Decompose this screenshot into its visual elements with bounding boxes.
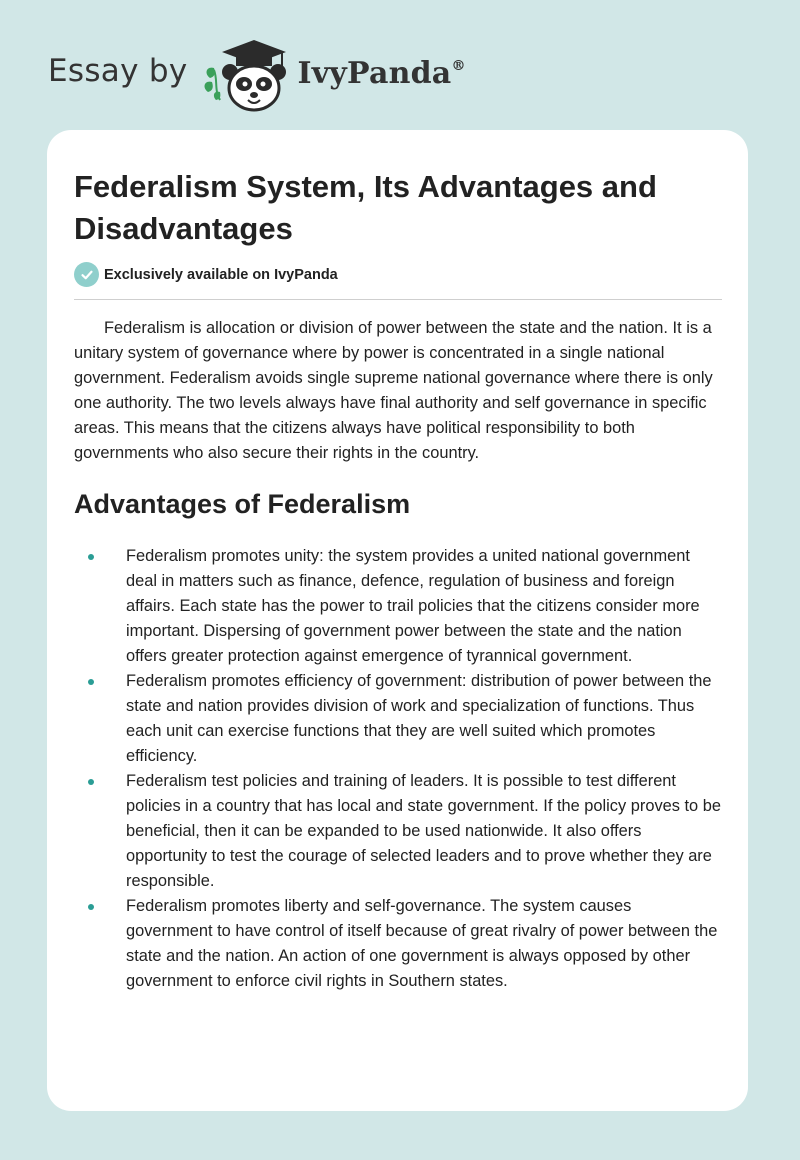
- registered-mark: ®: [451, 57, 466, 74]
- bullet-icon: [88, 779, 94, 785]
- advantages-list: [74, 544, 722, 994]
- list-item: [74, 669, 722, 769]
- list-item: [74, 544, 722, 669]
- essay-by-label: Essay by: [48, 53, 188, 89]
- list-item-text: Federalism promotes efficiency of government: distribution of power between the state and nation provides division of work and specialization of functions. Thus each unit can exercise functions that they are well suited which promotes efficiency.: [126, 672, 712, 765]
- bullet-icon: [88, 679, 94, 685]
- section-heading: Advantages of Federalism: [74, 489, 411, 519]
- brand-text: IvyPanda: [297, 55, 452, 91]
- list-item: [74, 894, 722, 994]
- site-header: [48, 34, 466, 114]
- panda-graduate-icon[interactable]: [202, 34, 294, 114]
- list-item: [74, 769, 722, 894]
- exclusive-label: Exclusively available on IvyPanda: [104, 266, 338, 283]
- exclusive-badge-row: [74, 262, 722, 300]
- essay-card: [47, 130, 748, 1111]
- bullet-icon: [88, 554, 94, 560]
- list-item-text: Federalism promotes liberty and self-governance. The system causes government to have control of itself because of great rivalry of power between the state and the nation. An action of one government is always opposed by other government to enforce civil rights in Southern states.: [126, 897, 718, 990]
- brand-name[interactable]: [298, 56, 466, 91]
- intro-paragraph: Federalism is allocation or division of power between the state and the nation. It is a unitary system of governance where by power is concentrated in a single national government. Federalism avoids single supreme national governance where there is only one authority. The two levels always have final authority and self governance in specific areas. This means that the citizens always have political responsibility to both governments who also secure their rights in the country.: [74, 319, 713, 462]
- bullet-icon: [88, 904, 94, 910]
- check-icon: [74, 262, 99, 287]
- list-item-text: Federalism test policies and training of leaders. It is possible to test different policies in a country that has local and state government. If the policy proves to be beneficial, then it can be expanded to be used nationwide. It also offers opportunity to test the courage of selected leaders and to prove whether they are responsible.: [126, 772, 721, 890]
- list-item-text: Federalism promotes unity: the system provides a united national government deal in matters such as finance, defence, regulation of business and foreign affairs. Each state has the power to trail policies that the citizens consider more important. Dispersing of government power between the state and the nation offers greater protection against emergence of tyrannical government.: [126, 547, 700, 665]
- essay-title: Federalism System, Its Advantages and Disadvantages: [74, 169, 657, 246]
